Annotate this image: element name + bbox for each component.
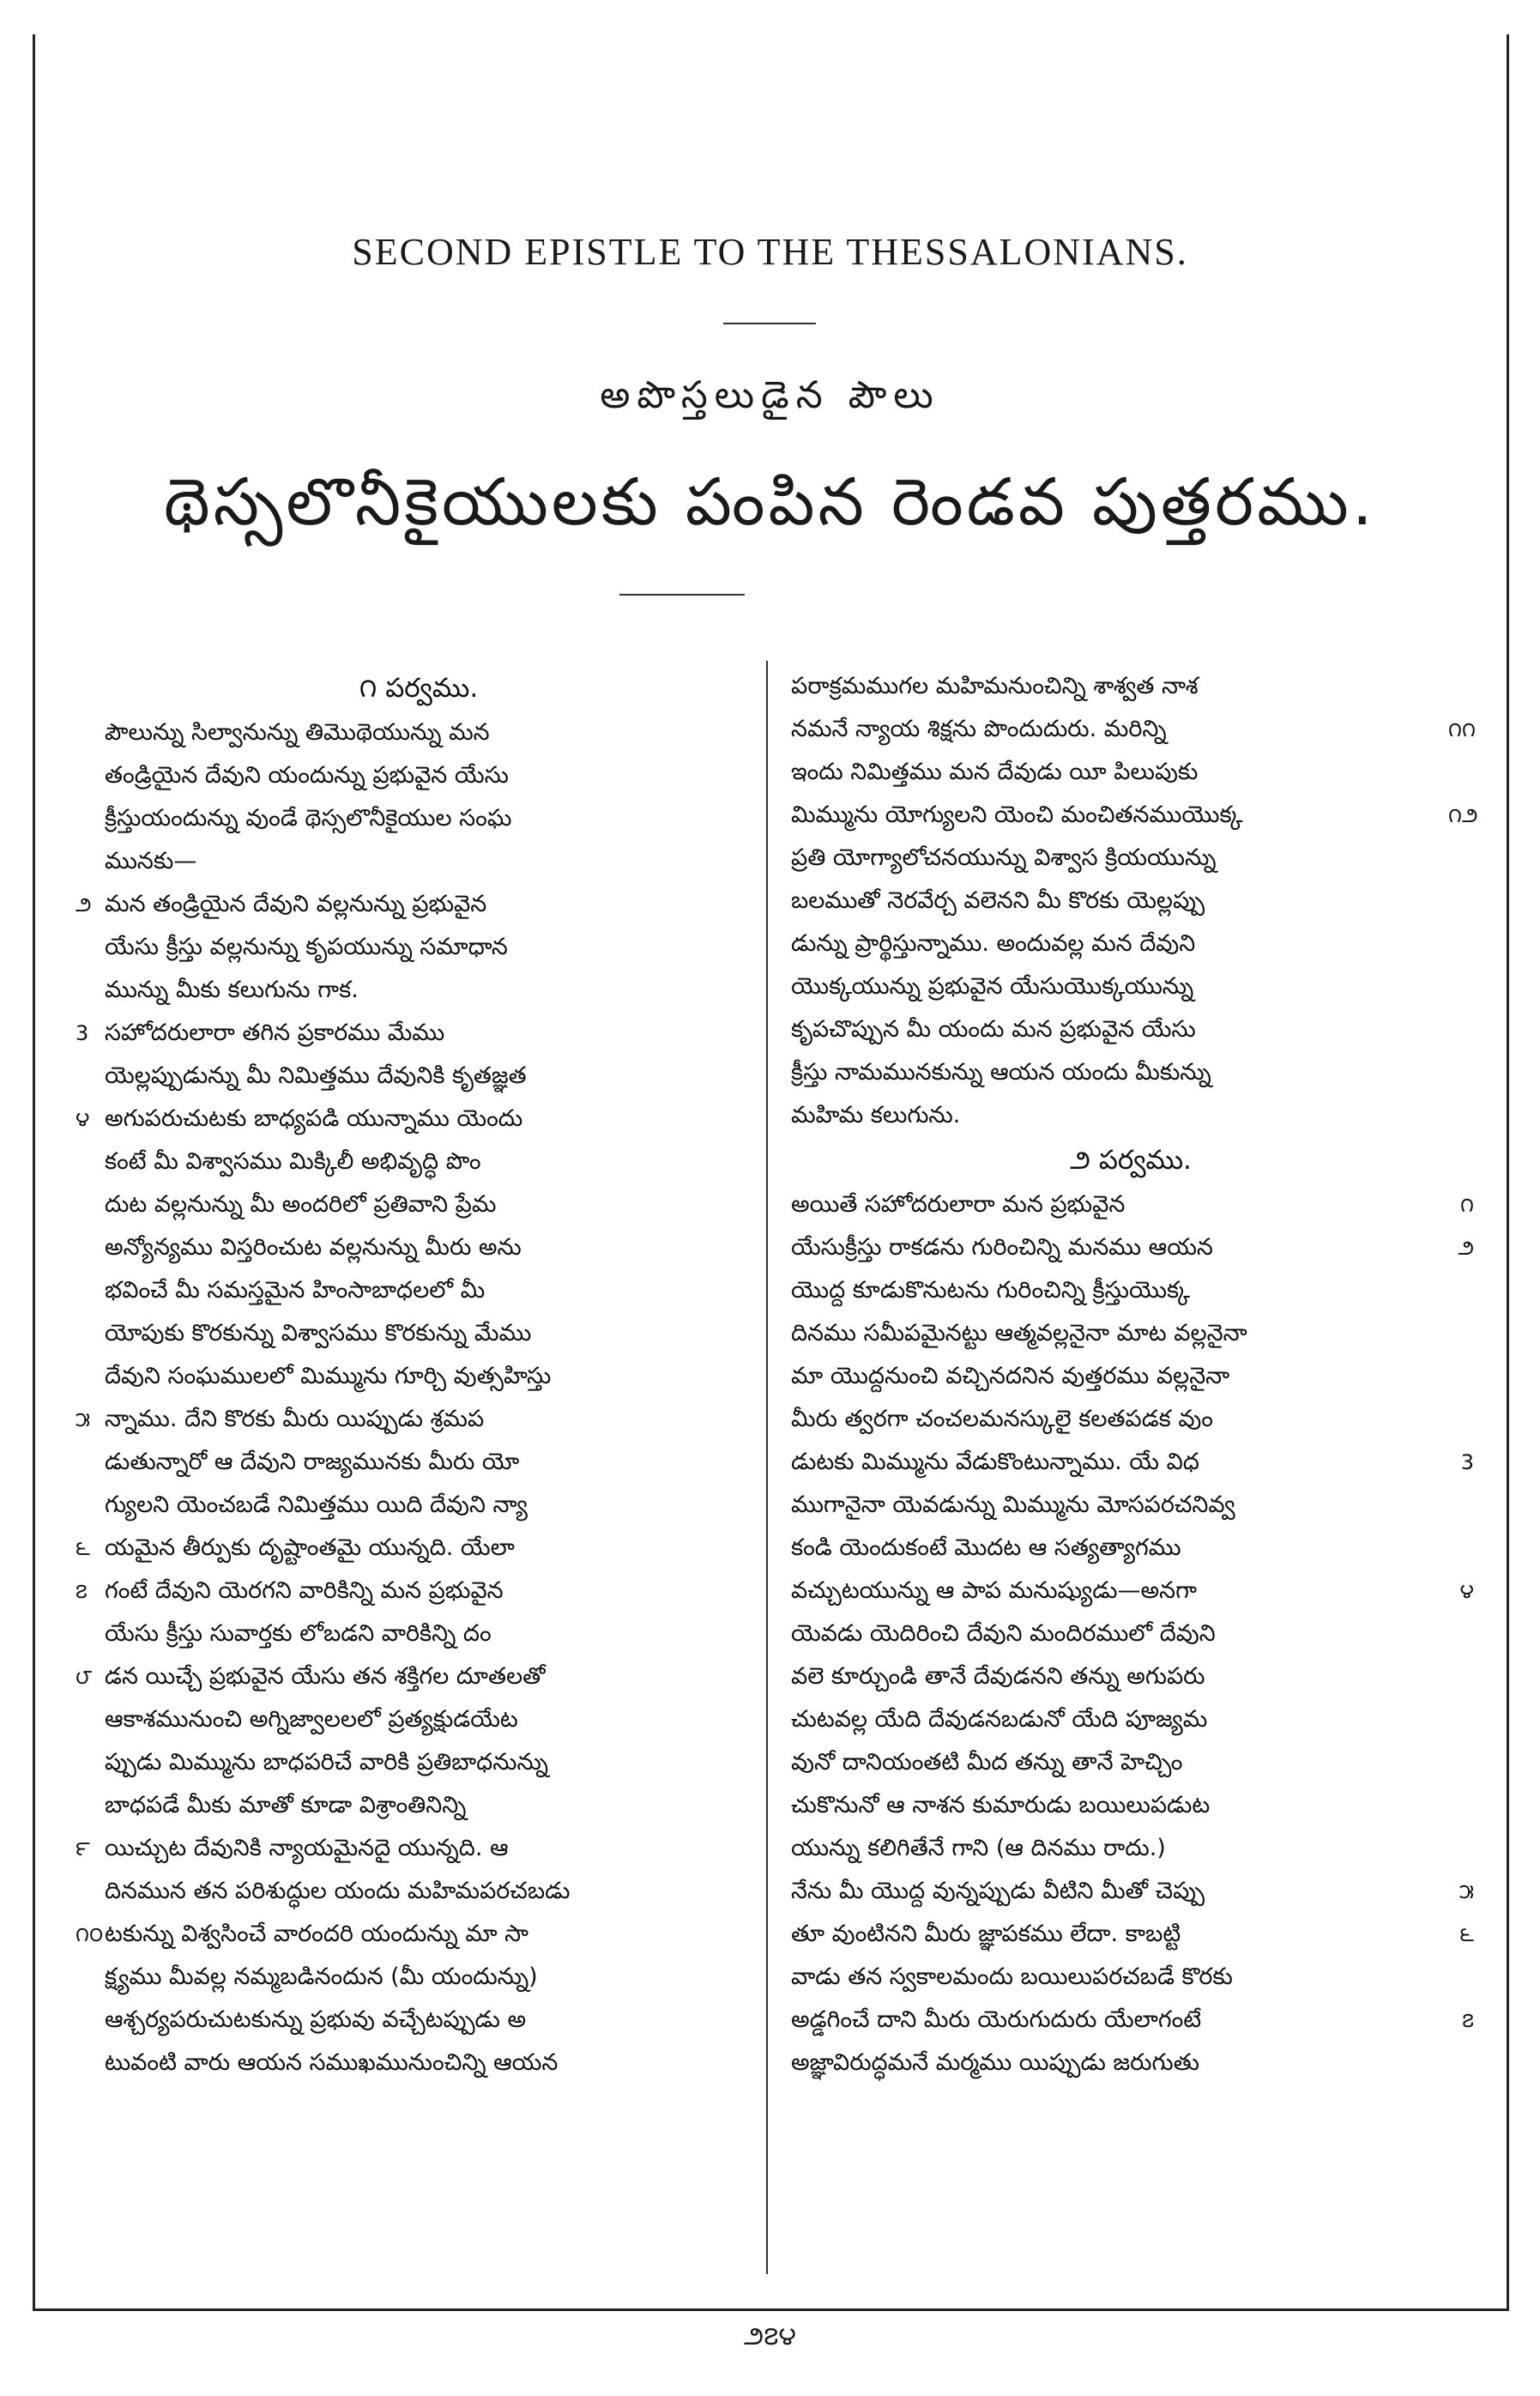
- line-text: ఇందు నిమిత్తము మన దేవుడు యీ పిలుపుకు: [791, 759, 1199, 785]
- line-text: యోపుకు కొరకున్ను విశ్వాసము కొరకున్ను మేము: [105, 1320, 532, 1346]
- text-line: [75, 1870, 762, 1913]
- text-line: [788, 1398, 1474, 1441]
- line-text: అజ్ఞావిరుద్ధమనే మర్మము యిప్పుడు జరుగుతు: [791, 2049, 1199, 2076]
- line-text: మునకు—: [105, 848, 197, 874]
- line-text: ప్పుడు మిమ్మును బాధపరిచే వారికి ప్రతిబాధనున్ను: [105, 1749, 548, 1776]
- line-text: వచ్చుటయున్ను ఆ పాప మనుష్యుడు—అనగా: [791, 1577, 1197, 1604]
- text-line: [75, 1012, 762, 1055]
- telugu-main-title: థెస్సలొనీకైయులకు పంపిన రెండవ పుత్తరము.: [164, 463, 1376, 540]
- line-text: యెవడు యెదిరించి దేవుని మందిరములో దేవుని: [791, 1620, 1216, 1647]
- verse-number: ౯: [75, 1836, 90, 1861]
- text-line: [75, 1655, 762, 1698]
- text-line: [788, 923, 1474, 965]
- verse-number: 3: [75, 1021, 89, 1045]
- line-text: ప్రతి యోగ్యాలోచనయున్ను విశ్వాస క్రియయున్ను: [791, 844, 1217, 871]
- line-text: మన తండ్రియైన దేవుని వల్లనున్ను ప్రభువైన: [105, 891, 487, 917]
- verse-number: ౨: [75, 892, 92, 917]
- line-text: పౌలున్ను సిల్వానున్ను తిమొథెయున్ను మన: [105, 719, 490, 746]
- line-text: చుకొనునో ఆ నాశన కుమారుడు బయిలుపడుట: [791, 1792, 1211, 1818]
- title-divider-bottom: [619, 594, 745, 596]
- text-line: [75, 1484, 762, 1527]
- text-line: [75, 969, 762, 1012]
- text-line: [788, 837, 1474, 880]
- line-text: డుతున్నారో ఆ దేవుని రాజ్యమునకు మీరు యో: [105, 1449, 520, 1475]
- text-line: [75, 1398, 762, 1441]
- text-line: [75, 1269, 762, 1312]
- text-line: [75, 711, 762, 754]
- line-text: మీరు త్వరగా చంచలమనస్కులై కలతపడక వుం: [791, 1406, 1213, 1432]
- text-line: [788, 1999, 1474, 2042]
- verse-number: ౭: [1462, 2008, 1474, 2032]
- line-text: ముగానైనా యెవడున్ను మిమ్మును మోసపరచనివ్వ: [791, 1491, 1235, 1518]
- page-bottom-rule: [33, 2308, 1509, 2311]
- verse-number: ౬: [1459, 1922, 1474, 1946]
- right-column-lines-before: [788, 665, 1478, 1137]
- text-line: [788, 1570, 1474, 1612]
- line-text: దినమున తన పరిశుద్ధుల యందు మహిమపరచబడు: [105, 1878, 571, 1904]
- line-text: టువంటి వారు ఆయన సముఖమునుంచిన్ని ఆయన: [105, 2049, 559, 2076]
- line-text: దుట వల్లనున్ను మీ అందరిలో ప్రతివాని ప్రేమ: [105, 1191, 497, 1218]
- verse-number: ౪: [75, 1107, 90, 1131]
- text-line: [788, 1741, 1474, 1784]
- line-text: నమనే న్యాయ శిక్షను పొందుదురు. మరిన్ని: [791, 716, 1167, 742]
- text-line: [75, 1741, 762, 1784]
- text-line: [788, 1698, 1474, 1741]
- line-text: చుటవల్ల యేది దేవుడనబడునో యేది పూజ్యమ: [791, 1706, 1208, 1733]
- line-text: డన యిచ్చే ప్రభువైన యేసు తన శక్తిగల దూతలతో: [105, 1663, 546, 1690]
- text-line: [788, 1008, 1474, 1051]
- line-text: గ్యులని యెంచబడే నిమిత్తము యిది దేవుని న్యా: [105, 1491, 528, 1518]
- text-line: [75, 883, 762, 926]
- line-text: భవించే మీ సమస్తమైన హింసాబాధలలో మీ: [105, 1277, 486, 1304]
- line-text: మున్ను మీకు కలుగును గాక.: [105, 977, 359, 1003]
- text-line: [788, 794, 1478, 837]
- text-line: [788, 1827, 1474, 1870]
- column-divider: [766, 661, 768, 2274]
- text-line: [788, 1355, 1474, 1398]
- line-text: వాడు తన స్వకాలమందు బయిలుపరచబడే కొరకు: [791, 1963, 1233, 1990]
- line-text: దేవుని సంఘములలో మిమ్మును గూర్చి వుత్సహిస్తు: [105, 1363, 552, 1389]
- line-text: ఆకాశమునుంచి అగ్నిజ్వాలలలో ప్రత్యక్షుడయేట: [105, 1706, 518, 1733]
- line-text: యేసు క్రీస్తు సువార్తకు లోబడని వారికిన్ని దం: [105, 1620, 492, 1647]
- text-line: [75, 1441, 762, 1484]
- line-text: క్ష్యము మీవల్ల నమ్మబడినందున (మీ యందున్ను): [105, 1963, 538, 1990]
- verse-number: ౧౨: [1448, 803, 1478, 827]
- text-line: [75, 1999, 762, 2042]
- text-line: [75, 1055, 762, 1098]
- text-line: [788, 1655, 1474, 1698]
- line-text: యొద్ద కూడుకొనుటను గురించిన్ని క్రీస్తుయొక్క: [791, 1277, 1191, 1304]
- line-text: గంటే దేవుని యెరగని వారికిన్ని మన ప్రభువైన: [105, 1577, 504, 1604]
- verse-number: ౬: [75, 1536, 90, 1560]
- verse-number: ౧౦: [75, 1922, 104, 1946]
- line-text: అన్యోన్యము విస్తరించుట వల్లనున్ను మీరు అను: [105, 1234, 522, 1261]
- verse-number: ౭: [75, 1579, 88, 1603]
- text-line: [75, 2042, 762, 2084]
- line-text: అయితే సహోదరులారా మన ప్రభువైన: [791, 1191, 1126, 1218]
- line-text: క్రీస్తు నామమునకున్ను ఆయన యందు మీకున్ను: [791, 1059, 1211, 1086]
- text-line: [75, 797, 762, 840]
- text-line: [788, 665, 1474, 708]
- line-text: డుటకు మిమ్మును వేడుకొంటున్నాము. యే విధ: [791, 1449, 1199, 1475]
- line-text: ఆశ్చర్యపరుచుటకున్ను ప్రభువు వచ్చేటప్పుడు అ: [105, 2006, 527, 2033]
- text-line: [788, 1094, 1474, 1137]
- text-line: [788, 1312, 1474, 1355]
- line-text: మహిమ కలుగును.: [791, 1102, 961, 1128]
- text-line: [75, 754, 762, 797]
- text-line: [788, 1913, 1474, 1956]
- text-line: [788, 1051, 1474, 1094]
- text-line: [75, 1827, 762, 1870]
- text-line: [75, 1612, 762, 1655]
- text-line: [75, 840, 762, 883]
- line-text: తూ వుంటినని మీరు జ్ఞాపకము లేదా. కాబట్టి: [791, 1921, 1181, 1947]
- text-line: [75, 1527, 762, 1570]
- line-text: దినము సమీపమైనట్టు ఆత్మవల్లనైనా మాట వల్లనైనా: [791, 1320, 1247, 1346]
- left-column: [75, 665, 762, 2084]
- text-line: [788, 1784, 1474, 1827]
- line-text: మా యొద్దనుంచి వచ్చినదనిన వుత్తరము వల్లనైనా: [791, 1363, 1230, 1389]
- text-line: [75, 1183, 762, 1226]
- line-text: నేను మీ యొద్ద వున్నప్పుడు వీటిని మీతో చెప్పు: [791, 1878, 1205, 1904]
- line-text: యొక్కయున్ను ప్రభువైన యేసుయొక్కయున్ను: [791, 973, 1194, 1000]
- verse-number: ౫: [75, 1407, 91, 1431]
- text-line: [788, 1612, 1474, 1655]
- line-text: యున్ను కలిగితేనే గాని (ఆ దినము రాదు.): [791, 1835, 1166, 1861]
- text-line: [788, 1956, 1474, 1999]
- line-text: యెల్లప్పుడున్ను మీ నిమిత్తము దేవునికి కృతజ్ఞత: [105, 1062, 527, 1089]
- text-line: [75, 1698, 762, 1741]
- text-line: [75, 926, 762, 969]
- text-line: [75, 1956, 762, 1999]
- verse-number: ౧౧: [1448, 717, 1476, 741]
- text-line: [75, 1226, 762, 1269]
- line-text: కంటే మీ విశ్వాసము మిక్కిలీ అభివృద్ధి పొం: [105, 1148, 481, 1175]
- line-text: క్రీస్తుయందున్ను వుండే థెస్సలొనీకైయుల సంఘ: [105, 805, 512, 832]
- text-line: [75, 1098, 762, 1141]
- text-line: [75, 1312, 762, 1355]
- text-line: [75, 1141, 762, 1183]
- text-line: [75, 1784, 762, 1827]
- verse-number: 3: [1460, 1450, 1474, 1474]
- line-text: వునో దానియంతటి మీద తన్ను తానే హెచ్చిం: [791, 1749, 1183, 1776]
- right-column-lines-after: [788, 1183, 1474, 2084]
- line-text: డున్ను ప్రార్థిస్తున్నాము. అందువల్ల మన దేవుని: [791, 930, 1196, 957]
- text-line: [788, 1484, 1474, 1527]
- line-text: యేసుక్రీస్తు రాకడను గురించిన్ని మనము ఆయన: [791, 1234, 1213, 1261]
- text-line: [788, 751, 1474, 794]
- line-text: యిచ్చుట దేవునికి న్యాయమైనదై యున్నది. ఆ: [105, 1835, 509, 1861]
- english-title: SECOND EPISTLE TO THE THESSALONIANS.: [352, 231, 1188, 273]
- text-line: [788, 965, 1474, 1008]
- text-line: [75, 1355, 762, 1398]
- text-line: [75, 1570, 762, 1612]
- verse-number: ౧: [1460, 1193, 1474, 1217]
- chapter-heading-1: ౧ పర్వము.: [359, 673, 479, 704]
- verse-number: ౨: [1458, 1236, 1474, 1260]
- line-text: సహోదరులారా తగిన ప్రకారము మేము: [105, 1020, 445, 1046]
- line-text: మిమ్మును యోగ్యులని యెంచి మంచితనముయొక్క: [791, 802, 1243, 828]
- text-line: [788, 1870, 1474, 1913]
- line-text: కృపచొప్పున మీ యందు మన ప్రభువైన యేసు: [791, 1016, 1196, 1043]
- text-line: [788, 2042, 1474, 2084]
- text-line: [788, 1269, 1474, 1312]
- text-line: [788, 880, 1474, 923]
- line-text: పరాక్రమముగల మహిమనుంచిన్ని శాశ్వత నాశ: [791, 673, 1199, 699]
- telugu-subtitle: అపొస్తలుడైన పౌలు: [600, 373, 940, 417]
- title-divider-top: [723, 323, 816, 324]
- line-text: న్నాము. దేని కొరకు మీరు యిప్పుడు శ్రమప: [105, 1406, 485, 1432]
- text-line: [75, 1913, 762, 1956]
- line-text: బాధపడే మీకు మాతో కూడా విశ్రాంతినిన్ని: [105, 1792, 467, 1818]
- line-text: తండ్రియైన దేవుని యందున్ను ప్రభువైన యేసు: [105, 762, 509, 789]
- line-text: కండి యెందుకంటే మొదట ఆ సత్యత్యాగము: [791, 1534, 1181, 1561]
- verse-number: ౮: [75, 1665, 93, 1689]
- page-number: ౨౭౪: [744, 2321, 796, 2351]
- line-text: వలె కూర్చుండి తానే దేవుడనని తన్ను అగుపరు: [791, 1663, 1205, 1690]
- line-text: బలముతో నెరవేర్చ వలెనని మీ కొరకు యెల్లప్పు: [791, 887, 1205, 914]
- line-text: టకున్ను విశ్వసించే వారందరి యందున్ను మా సా: [105, 1921, 528, 1947]
- text-line: [788, 1527, 1474, 1570]
- line-text: అడ్డగించే దాని మీరు యెరుగుదురు యేలాగంటే: [791, 2006, 1202, 2033]
- left-column-lines: [75, 711, 762, 2084]
- chapter-heading-2: ౨ పర్వము.: [1070, 1145, 1192, 1176]
- line-text: యమైన తీర్పుకు దృష్టాంతమై యున్నది. యేలా: [105, 1534, 515, 1561]
- text-line: [788, 708, 1474, 751]
- verse-number: ౪: [1459, 1579, 1474, 1603]
- right-column: [788, 665, 1478, 2084]
- text-line: [788, 1226, 1474, 1269]
- verse-number: ౫: [1458, 1879, 1474, 1903]
- text-line: [788, 1183, 1474, 1226]
- text-line: [788, 1441, 1474, 1484]
- line-text: అగుపరుచుటకు బాధ్యపడి యున్నాము యెందు: [105, 1105, 523, 1132]
- line-text: యేసు క్రీస్తు వల్లనున్ను కృపయున్ను సమాధాన: [105, 934, 508, 960]
